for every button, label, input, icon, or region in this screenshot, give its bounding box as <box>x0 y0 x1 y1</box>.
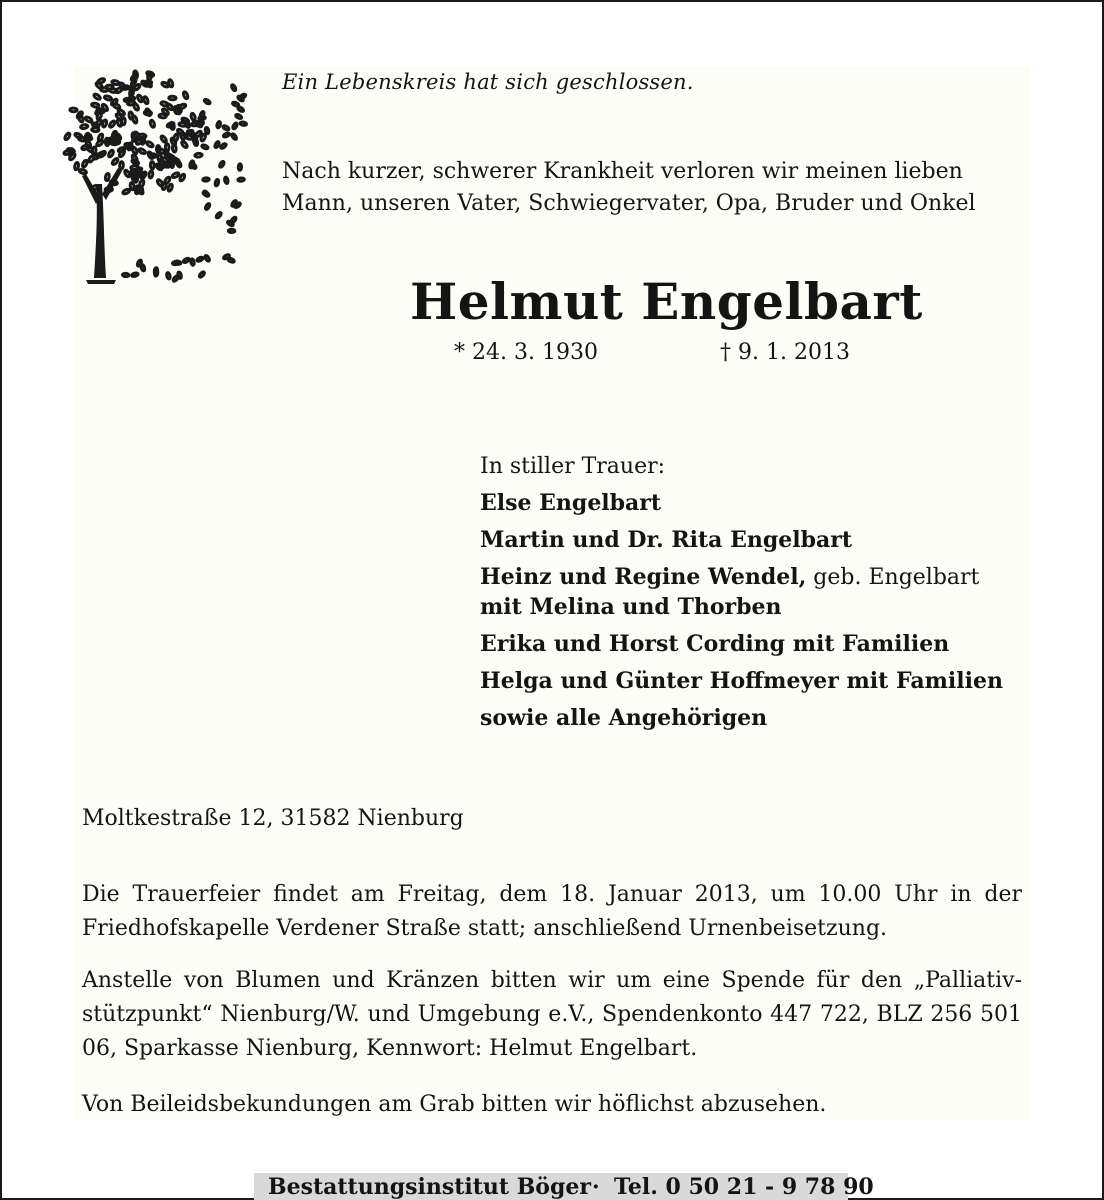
mourner-line <box>480 631 949 657</box>
lead-paragraph <box>282 156 1024 220</box>
mourner-name: sowie alle Angehörigen <box>480 705 768 731</box>
tree-icon <box>52 44 252 294</box>
mourner-name: Martin und Dr. Rita Engelbart <box>480 527 852 553</box>
address: Moltkestraße 12, 31582 Nienburg <box>82 806 464 831</box>
mourner-name: Else Engelbart <box>480 490 662 516</box>
mourner-line <box>480 564 979 590</box>
mourners-heading: In stiller Trauer: <box>480 454 666 479</box>
funeral-home-phone: Tel. 0 50 21 - 9 78 90 <box>614 1174 874 1200</box>
mourner-line <box>480 668 1003 694</box>
intro-line: Ein Lebenskreis hat sich geschlossen. <box>282 70 694 94</box>
mourner-note: geb. Engelbart <box>806 565 980 590</box>
lead-line-1: Nach kurzer, schwerer Krankheit verloren wir meinen lieben <box>282 159 963 184</box>
funeral-home-name: Bestattungsinstitut Böger <box>268 1174 591 1200</box>
deceased-name: Helmut Engelbart <box>410 272 923 331</box>
service-paragraph: Die Trauerfeier findet am Freitag, dem 18. Januar 2013, um 10.00 Uhr in der Friedhofskapelle Verdener Straße statt; anschließend Urnenbeisetzung. <box>82 882 1022 941</box>
mourner-line <box>480 490 661 516</box>
footer-separator: · <box>592 1174 600 1200</box>
mourner-name: mit Melina und Thorben <box>480 594 782 620</box>
death-date: † 9. 1. 2013 <box>720 340 850 365</box>
mourner-name: Helga und Günter Hoffmeyer mit Familien <box>480 668 1003 694</box>
donation-paragraph: Anstelle von Blumen und Kränzen bitten wir um eine Spende für den „Palliativ-stützpunkt“ Nienburg/W. und Umgebung e.V., Spendenkonto 447 722, BLZ 256 501 06, Sparkasse Nienburg, Kennwort: Helmut Engelbart. <box>82 968 1022 1061</box>
condolence-paragraph: Von Beileidsbekundungen am Grab bitten wir höflichst abzusehen. <box>82 1092 827 1117</box>
mourner-name: Erika und Horst Cording mit Familien <box>480 631 950 657</box>
mourner-name: Heinz und Regine Wendel, <box>480 564 807 590</box>
lead-line-2: Mann, unseren Vater, Schwiegervater, Opa, Bruder und Onkel <box>282 191 976 216</box>
birth-date: * 24. 3. 1930 <box>454 340 598 365</box>
mourner-line <box>480 594 781 620</box>
mourner-line <box>480 527 852 553</box>
funeral-home-bar <box>254 1173 874 1200</box>
mourner-line <box>480 705 767 731</box>
